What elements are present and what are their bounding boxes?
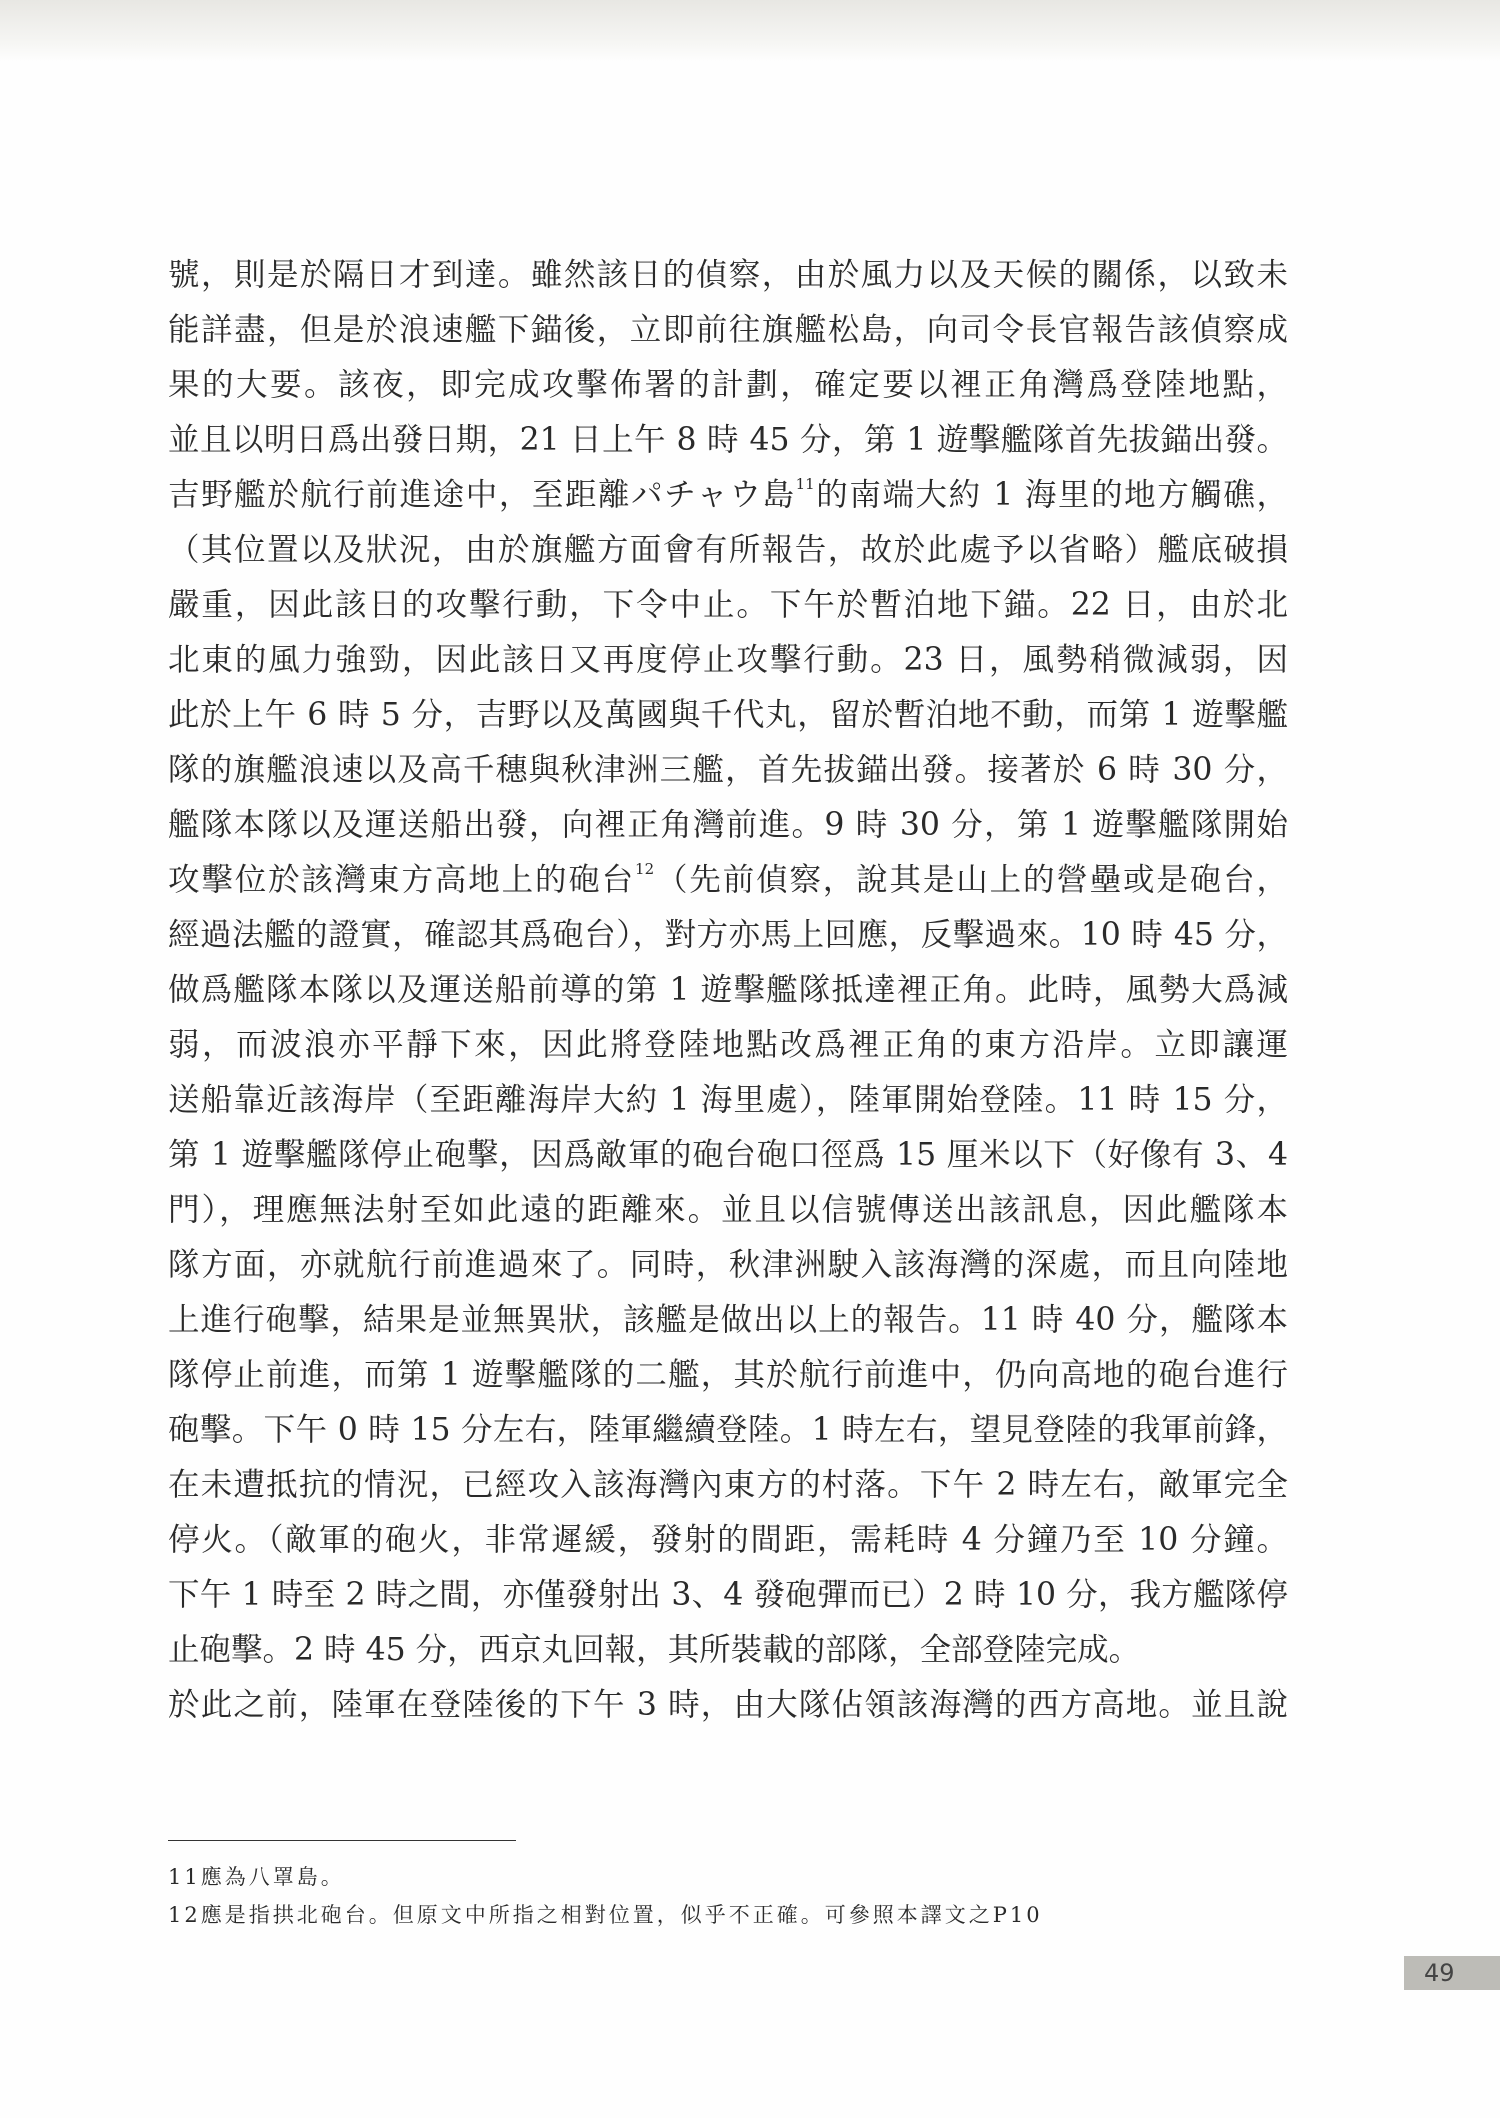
footnote-12: 12應是指拱北砲台。但原文中所指之相對位置，似乎不正確。可參照本譯文之P10 — [168, 1903, 1043, 1927]
text-line: 停火。（敵軍的砲火，非常遲緩，發射的間距，需耗時 4 分鐘乃至 10 分鐘。 — [168, 1522, 1288, 1558]
text-line: 於此之前，陸軍在登陸後的下午 3 時，由大隊佔領該海灣的西方高地。並且說 — [168, 1687, 1288, 1723]
text-line: 嚴重，因此該日的攻擊行動，下令中止。下午於暫泊地下錨。22 日，由於北 — [168, 587, 1288, 623]
text-line — [168, 853, 1288, 908]
text-line: 下午 1 時至 2 時之間，亦僅發射出 3、4 發砲彈而已）2 時 10 分，我方艦隊停 — [168, 1577, 1288, 1613]
text-line: 並且以明日爲出發日期，21 日上午 8 時 45 分，第 1 遊擊艦隊首先拔錨出發。 — [168, 422, 1288, 458]
text-line: 做爲艦隊本隊以及運送船前導的第 1 遊擊艦隊抵達裡正角。此時，風勢大爲減 — [168, 972, 1288, 1008]
text-line: 能詳盡，但是於浪速艦下錨後，立即前往旗艦松島，向司令長官報告該偵察成 — [168, 312, 1288, 348]
footnote-ref: 12 — [635, 860, 655, 878]
page-number: 49 — [1404, 1956, 1500, 1990]
text-segment: 的南端大約 1 海里的地方觸礁， — [814, 477, 1288, 513]
text-line: 此於上午 6 時 5 分，吉野以及萬國與千代丸，留於暫泊地不動，而第 1 遊擊艦 — [168, 697, 1288, 733]
text-line: 送船靠近該海岸（至距離海岸大約 1 海里處），陸軍開始登陸。11 時 15 分， — [168, 1082, 1288, 1118]
text-line: 第 1 遊擊艦隊停止砲擊，因爲敵軍的砲台砲口徑爲 15 厘米以下（好像有 3、4 — [168, 1137, 1288, 1173]
footnote-11: 11應為八罩島。 — [168, 1865, 345, 1889]
text-line: 果的大要。該夜，即完成攻擊佈署的計劃，確定要以裡正角灣爲登陸地點， — [168, 367, 1288, 403]
text-line — [168, 468, 1288, 523]
text-line: 經過法艦的證實，確認其爲砲台），對方亦馬上回應，反擊過來。10 時 45 分， — [168, 917, 1288, 953]
text-segment: 攻擊位於該灣東方高地上的砲台 — [168, 862, 636, 898]
text-line: 隊方面，亦就航行前進過來了。同時，秋津洲駛入該海灣的深處，而且向陸地 — [168, 1247, 1288, 1283]
text-line: 止砲擊。2 時 45 分，西京丸回報，其所裝載的部隊，全部登陸完成。 — [168, 1632, 1141, 1668]
footnote-ref: 11 — [795, 475, 815, 493]
text-line: 號，則是於隔日才到達。雖然該日的偵察，由於風力以及天候的關係，以致未 — [168, 257, 1288, 293]
text-line: 上進行砲擊，結果是並無異狀，該艦是做出以上的報告。11 時 40 分，艦隊本 — [168, 1302, 1288, 1338]
text-segment: 吉野艦於航行前進途中，至距離パチャウ島 — [168, 477, 796, 513]
text-segment: （先前偵察，說其是山上的營壘或是砲台， — [654, 862, 1288, 898]
text-line: 隊的旗艦浪速以及高千穗與秋津洲三艦，首先拔錨出發。接著於 6 時 30 分， — [168, 752, 1288, 788]
page-top-shadow — [0, 0, 1500, 62]
text-line: 艦隊本隊以及運送船出發，向裡正角灣前進。9 時 30 分，第 1 遊擊艦隊開始 — [168, 807, 1288, 843]
text-line: （其位置以及狀況，由於旗艦方面會有所報告，故於此處予以省略）艦底破損 — [168, 532, 1288, 568]
text-line: 隊停止前進，而第 1 遊擊艦隊的二艦，其於航行前進中，仍向高地的砲台進行 — [168, 1357, 1288, 1393]
text-line: 弱，而波浪亦平靜下來，因此將登陸地點改爲裡正角的東方沿岸。立即讓運 — [168, 1027, 1288, 1063]
footnote-divider — [168, 1840, 516, 1841]
text-line: 北東的風力強勁，因此該日又再度停止攻擊行動。23 日，風勢稍微減弱，因 — [168, 642, 1288, 678]
footnotes — [168, 1858, 1043, 1934]
text-line: 門），理應無法射至如此遠的距離來。並且以信號傳送出該訊息，因此艦隊本 — [168, 1192, 1288, 1228]
body-text — [168, 248, 1288, 1733]
text-line: 砲擊。下午 0 時 15 分左右，陸軍繼續登陸。1 時左右，望見登陸的我軍前鋒， — [168, 1412, 1288, 1448]
text-line: 在未遭抵抗的情況，已經攻入該海灣內東方的村落。下午 2 時左右，敵軍完全 — [168, 1467, 1288, 1503]
